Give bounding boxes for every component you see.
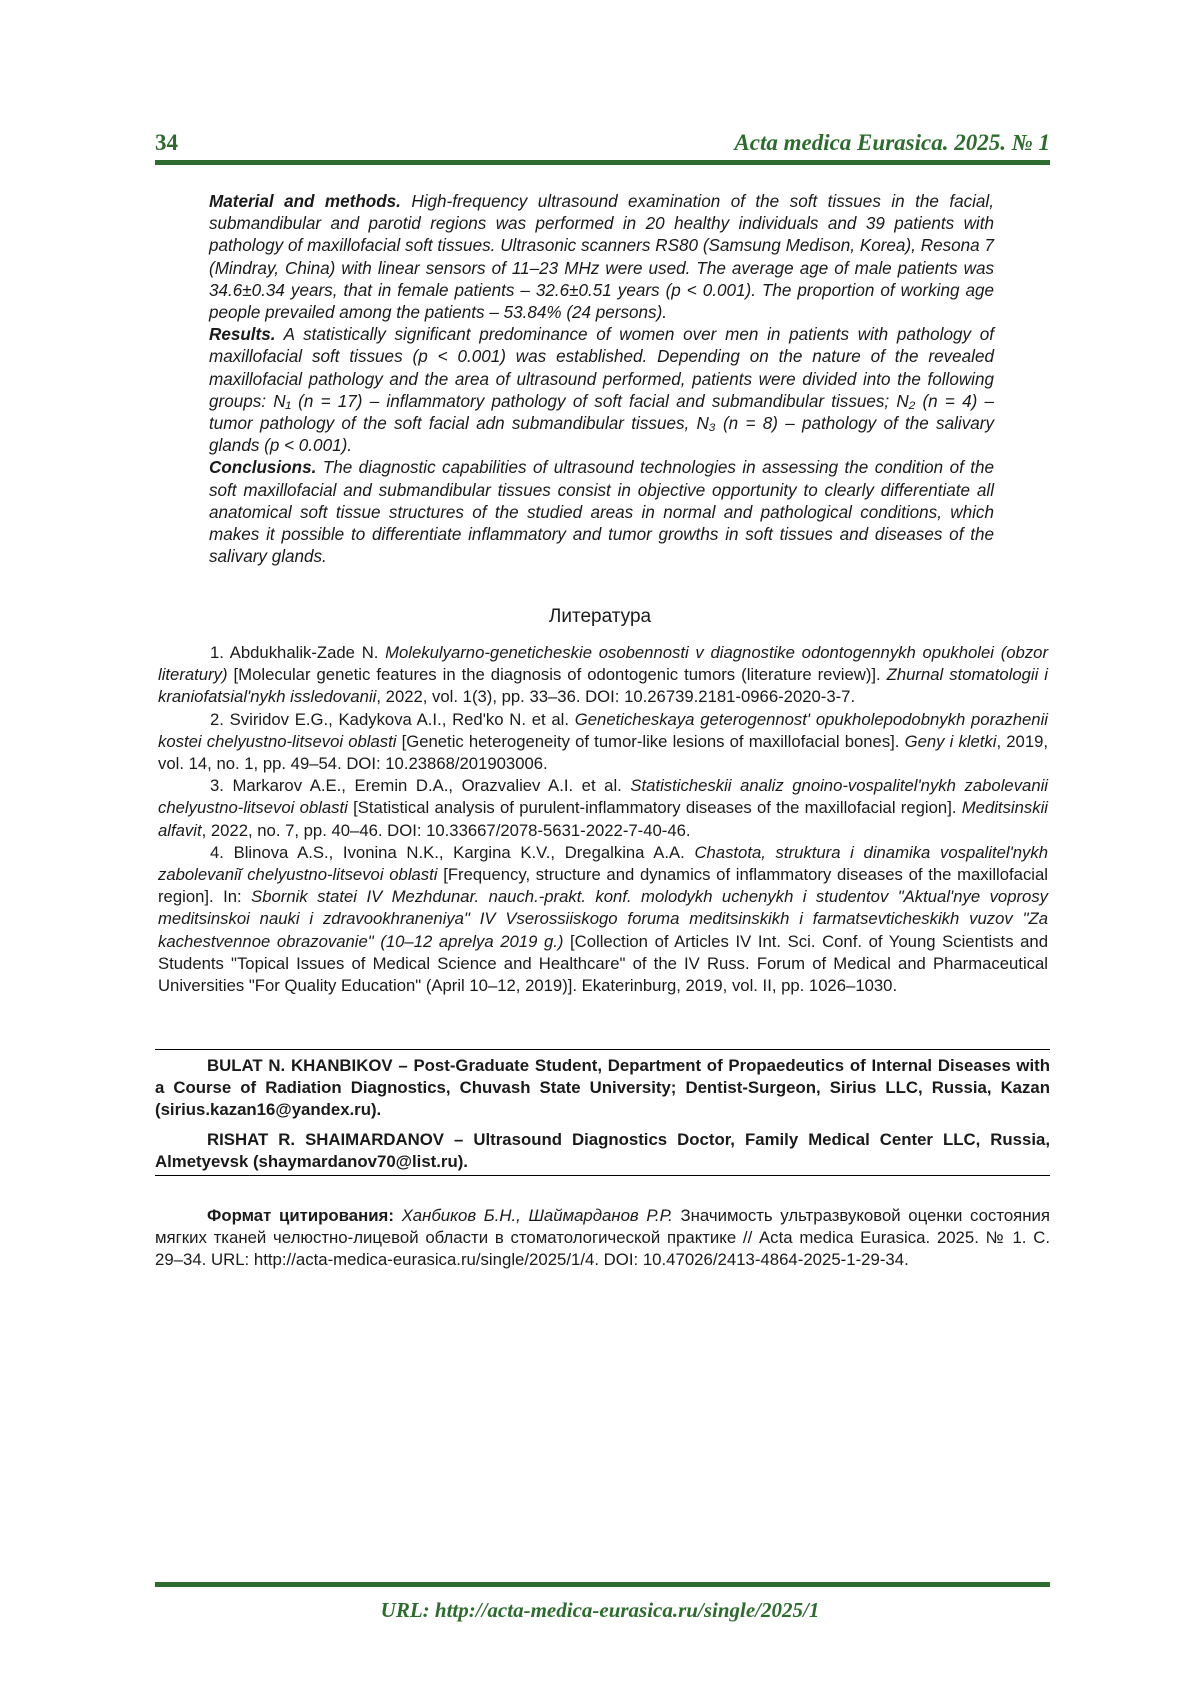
page <box>0 0 1200 1705</box>
reference-source: Sbornik statei IV Mezhdunar. nauch.-prakt. konf. molodykh uchenykh i studentov "Aktual'nye voprosy meditsinskoi nauki i zdravookhraneniya" IV Vserossiiskogo foruma meditsinskikh i farmatsevticheskikh vuzov "Za kachestvennoe obrazovanie" (10–12 aprelya 2019 g.) <box>158 887 1048 950</box>
conclusions-label: Conclusions. <box>209 458 316 477</box>
results-label: Results. <box>209 325 276 344</box>
reference-source: Meditsinskii alfavit <box>158 798 1048 839</box>
reference-item <box>158 775 1048 842</box>
reference-details: , 2022, vol. 1(3), pp. 33–36. DOI: 10.26739.2181-0966-2020-3-7. <box>376 687 855 706</box>
abstract-methods <box>209 191 994 324</box>
reference-details: [Collection of Articles IV Int. Sci. Conf. of Young Scientists and Students "Topical Issues of Medical Science and Healthcare" of the IV Russ. Forum of Medical and Pharmaceutical Universities "For Quality Education" (April 10–12, 2019)]. Ekaterinburg, 2019, vol. II, pp. 1026–1030. <box>158 932 1048 995</box>
journal-title: Acta medica Eurasica. 2025. № 1 <box>734 130 1050 156</box>
footer-url: URL: http://acta-medica-eurasica.ru/single/2025/1 <box>0 1598 1200 1623</box>
reference-list <box>158 642 1048 997</box>
citation-authors: Ханбиков Б.Н., Шаймарданов Р.Р. <box>402 1206 673 1225</box>
reference-item <box>158 709 1048 776</box>
reference-translation: [Statistical analysis of purulent-inflammatory diseases of the maxillofacial region]. <box>353 798 956 817</box>
citation-text: Значимость ультразвуковой оценки состояния мягких тканей челюстно-лицевой области в стоматологической практике // Acta medica Eurasica. 2025. № 1. С. 29–34. URL: http://acta-medica-eurasica.ru/single/2025/1/4. DOI: 10.47026/2413-4864-2025-1-29-34. <box>155 1206 1050 1269</box>
literature-heading: Литература <box>0 605 1200 629</box>
reference-translation: [Molecular genetic features in the diagnosis of odontogenic tumors (literature review)]. <box>234 665 881 684</box>
page-number: 34 <box>155 130 178 156</box>
author-entry: RISHAT R. SHAIMARDANOV – Ultrasound Diagnostics Doctor, Family Medical Center LLC, Russia, Almetyevsk (shaymardanov70@list.ru). <box>155 1129 1050 1173</box>
reference-authors: 4. Blinova A.S., Ivonina N.K., Kargina K.V., Dregalkina A.A. <box>210 843 685 862</box>
reference-authors: 2. Sviridov E.G., Kadykova A.I., Red'ko N. et al. <box>210 710 569 729</box>
header-rule <box>155 160 1050 165</box>
citation-label: Формат цитирования: <box>207 1206 394 1225</box>
reference-source: Zhurnal stomatologii i kraniofatsial'nykh issledovanii <box>158 665 1048 706</box>
reference-title: Geneticheskaya geterogennost' opukholepodobnykh porazhenii kostei chelyustno-litsevoi oblasti <box>158 710 1048 751</box>
reference-details: , 2019, vol. 14, no. 1, pp. 49–54. DOI: 10.23868/201903006. <box>158 732 1048 773</box>
reference-title: Statisticheskii analiz gnoino-vospalitel'nykh zabolevanii chelyustno-litsevoi oblasti <box>158 776 1048 817</box>
results-text: A statistically significant predominance of women over men in patients with pathology of maxillofacial soft tissues (p < 0.001) was established. Depending on the nature of the revealed maxillofacial pathology and the area of ultrasound performed, patients were divided into the following groups: N₁ (n = 17) – inflammatory pathology of soft facial and submandibular tissues; N₂ (n = 4) – tumor pathology of the soft facial adn submandibular tissues, N₃ (n = 8) – pathology of the salivary glands (p < 0.001). <box>209 325 994 455</box>
page-header <box>155 126 1050 160</box>
citation-paragraph <box>155 1205 1050 1272</box>
methods-label: Material and methods. <box>209 192 401 211</box>
reference-authors: 3. Markarov A.E., Eremin D.A., Orazvaliev A.I. et al. <box>210 776 622 795</box>
author-entry: BULAT N. KHANBIKOV – Post-Graduate Student, Department of Propaedeutics of Internal Diseases with a Course of Radiation Diagnostics, Chuvash State University; Dentist-Surgeon, Sirius LLC, Russia, Kazan (sirius.kazan16@yandex.ru). <box>155 1055 1050 1122</box>
reference-details: , 2022, no. 7, pp. 40–46. DOI: 10.33667/2078-5631-2022-7-40-46. <box>202 821 691 840</box>
authors-bottom-rule <box>155 1175 1050 1176</box>
methods-text: High-frequency ultrasound examination of the soft tissues in the facial, submandibular and parotid regions was performed in 20 healthy individuals and 39 patients with pathology of maxillofacial soft tissues. Ultrasonic scanners RS80 (Samsung Medison, Korea), Resona 7 (Mindray, China) with linear sensors of 11–23 MHz were used. The average age of male patients was 34.6±0.34 years, that in female patients – 32.6±0.51 years (p < 0.001). The proportion of working age people prevailed among the patients – 53.84% (24 persons). <box>209 192 994 322</box>
abstract <box>209 191 994 568</box>
reference-translation: [Genetic heterogeneity of tumor-like lesions of maxillofacial bones]. <box>402 732 900 751</box>
reference-item <box>158 642 1048 709</box>
citation-format <box>155 1205 1050 1272</box>
abstract-results <box>209 324 994 457</box>
conclusions-text: The diagnostic capabilities of ultrasound technologies in assessing the condition of the soft maxillofacial and submandibular tissues consist in objective opportunity to clearly differentiate all anatomical soft tissue structures of the studied areas in normal and pathological conditions, which makes it possible to differentiate inflammatory and tumor growths in soft tissues and diseases of the salivary glands. <box>209 458 994 566</box>
reference-translation: [Frequency, structure and dynamics of inflammatory diseases of the maxillofacial region]. In: <box>158 865 1048 906</box>
reference-source: Geny i kletki <box>905 732 997 751</box>
authors-top-rule <box>155 1049 1050 1050</box>
author-info <box>155 1055 1050 1173</box>
abstract-conclusions <box>209 457 994 568</box>
reference-item <box>158 842 1048 997</box>
reference-title: Molekulyarno-geneticheskie osobennosti v diagnostike odontogennykh opukholei (obzor literatury) <box>158 643 1048 684</box>
footer-rule <box>155 1582 1050 1587</box>
reference-title: Chastota, struktura i dinamika vospalitel'nykh zabolevaniĭ chelyustno-litsevoi oblasti <box>158 843 1048 884</box>
reference-authors: 1. Abdukhalik-Zade N. <box>210 643 378 662</box>
